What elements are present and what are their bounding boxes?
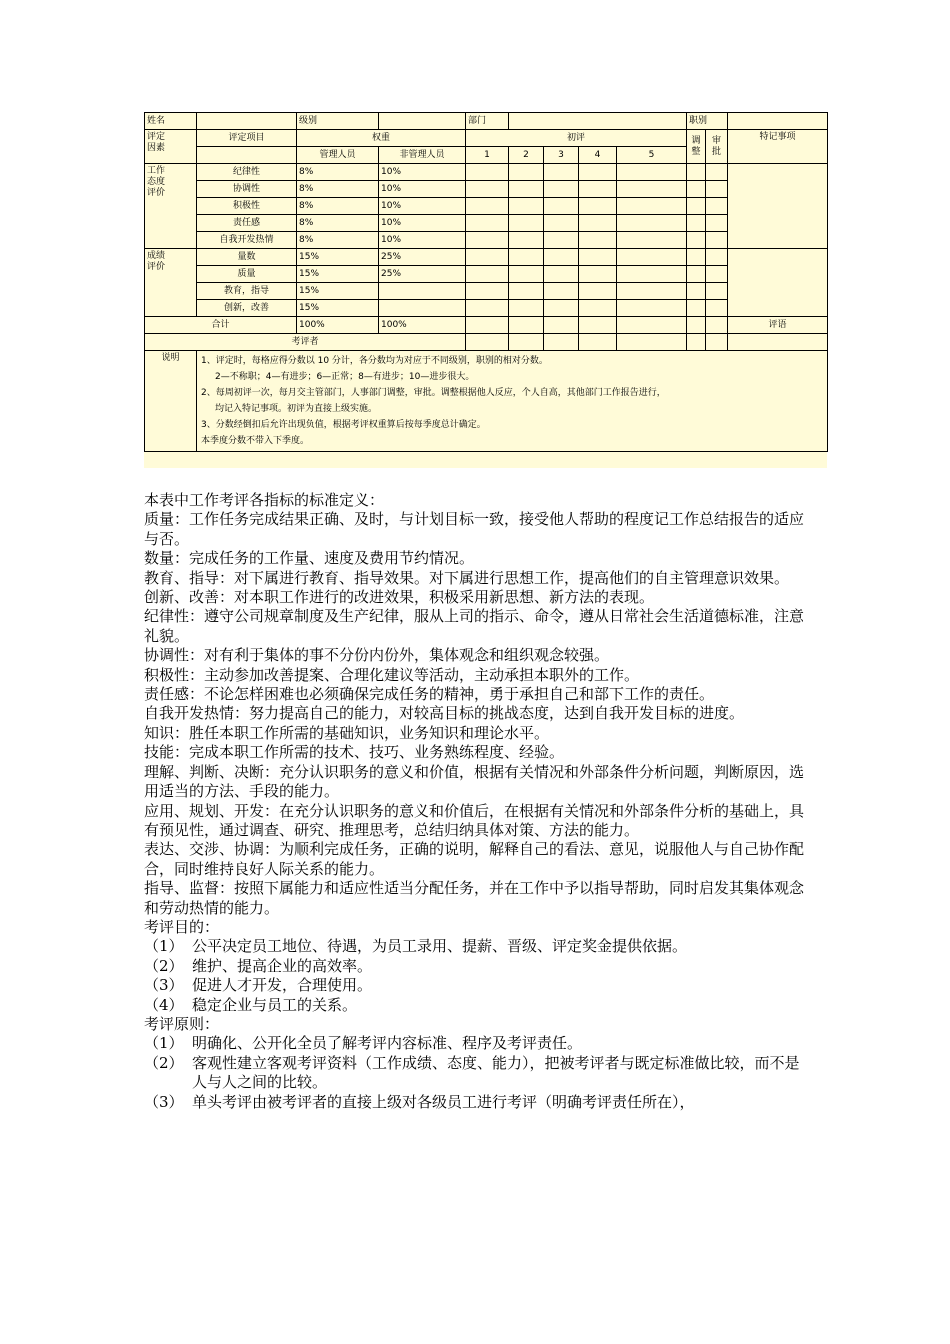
list-item: （1） 明确化、公开化全员了解考评内容标准、程序及考评责任。 [144,1034,583,1053]
group-attitude-label: 工作 态度 评价 [145,164,197,249]
score-cell[interactable] [509,181,544,198]
review-cell[interactable] [706,283,728,300]
item-cell: 量数 [197,249,297,266]
intro-text: 本表中工作考评各指标的标准定义： [144,491,385,509]
list-item: （3） 促进人才开发，合理使用。 [144,976,373,995]
adjust-cell[interactable] [687,266,706,283]
table-row [145,249,828,266]
score-cell[interactable] [579,181,617,198]
level-label: 级别 [297,113,379,130]
level-field[interactable] [379,113,466,130]
score-cell[interactable] [617,215,687,232]
evaluation-form [144,112,827,468]
score-cell[interactable] [579,300,617,317]
adjust-cell[interactable] [687,198,706,215]
score-header: 5 [617,147,687,164]
review-cell[interactable] [706,181,728,198]
manager-weight: 8% [297,198,379,215]
item-cell: 创新，改善 [197,300,297,317]
score-cell[interactable] [509,215,544,232]
definition-paragraph: 理解、判断、决断：充分认识职务的意义和价值，根据有关情况和外部条件分析问题，判断原因，选用适当的方法、手段的能力。 [144,762,805,801]
score-cell[interactable] [617,164,687,181]
item-cell: 自我开发热情 [197,232,297,249]
definition-paragraph: 协调性：对有利于集体的事不分份内份外，集体观念和组织观念较强。 [144,646,610,665]
review-cell[interactable] [706,215,728,232]
score-cell[interactable] [466,300,509,317]
score-header: 4 [579,147,617,164]
score-cell[interactable] [509,249,544,266]
score-cell[interactable] [617,266,687,283]
manager-weight: 15% [297,300,379,317]
evaluator-row [145,334,828,351]
adjust-cell[interactable] [687,215,706,232]
manager-weight: 8% [297,215,379,232]
non-manager-weight: 25% [379,266,466,283]
note-line: 本季度分数不带入下季度。 [201,436,310,446]
non-manager-weight: 10% [379,198,466,215]
score-cell[interactable] [617,283,687,300]
manager-weight: 8% [297,164,379,181]
score-cell[interactable] [466,283,509,300]
definition-paragraph: 应用、规划、开发：在充分认识职务的意义和价值后，在根据有关情况和外部条件分析的基础上，具有预见性，通过调查、研究、推理思考，总结归纳具体对策、方法的能力。 [144,801,805,839]
definition-paragraph: 自我开发热情：努力提高自己的能力，对较高目标的挑战态度，达到自我开发目标的进度。 [144,704,745,723]
evaluator-cell[interactable] [706,334,728,351]
manager-weight: 15% [297,266,379,283]
list-item: （2） 维护、提高企业的高效率。 [144,956,373,975]
score-cell[interactable] [466,181,509,198]
dept-label: 部门 [466,113,509,130]
review-cell[interactable] [706,249,728,266]
score-cell[interactable] [509,164,544,181]
score-cell[interactable] [466,232,509,249]
list-item: （3） 单头考评由被考评者的直接上级对各级员工进行考评（明确考评责任所在）， [144,1092,695,1111]
definition-paragraph: 纪律性：遵守公司规章制度及生产纪律，服从上司的指示、命令，遵从日常社会生活道德标准，注意礼貌。 [144,607,805,645]
note-line: 2、每周初评一次，每月交主管部门，人事部门调整，审批。调整根据他人反应，个人自高，其他部门工作报告进行， [201,388,666,398]
score-cell[interactable] [617,232,687,249]
score-cell[interactable] [617,300,687,317]
score-cell[interactable] [466,249,509,266]
score-cell[interactable] [544,249,579,266]
total-manager: 100% [297,317,379,334]
definition-paragraph: 质量：工作任务完成结果正确、及时，与计划目标一致，接受他人帮助的程度记工作总结报告的适应与否。 [144,510,805,548]
item-cell: 积极性 [197,198,297,215]
score-cell[interactable] [466,164,509,181]
score-cell[interactable] [544,283,579,300]
adjust-cell[interactable] [687,249,706,266]
score-cell[interactable] [544,300,579,317]
item-cell: 教育，指导 [197,283,297,300]
review-cell[interactable] [706,232,728,249]
adjust-cell[interactable] [687,181,706,198]
definition-paragraph: 技能：完成本职工作所需的技术、技巧、业务熟练程度、经验。 [144,743,565,762]
table-row [145,266,828,283]
score-cell[interactable] [579,198,617,215]
score-cell[interactable] [466,317,509,334]
item-header: 评定项目 [197,130,297,147]
score-cell[interactable] [544,198,579,215]
total-row [145,317,828,334]
score-header: 2 [509,147,544,164]
note-line: 1、评定时，每格应得分数以 10 分计，各分数均为对应于不同级别，职别的相对分数。 [201,356,548,366]
definition-paragraph: 教育、指导：对下属进行教育、指导效果。对下属进行思想工作，提高他们的自主管理意识效果。 [144,568,790,587]
evaluator-cell[interactable] [466,334,509,351]
score-cell[interactable] [544,317,579,334]
score-cell[interactable] [509,317,544,334]
special-cell[interactable] [728,164,828,249]
review-cell[interactable] [706,164,728,181]
score-cell[interactable] [617,198,687,215]
score-cell[interactable] [509,283,544,300]
table-row [145,198,828,215]
document-body [144,491,809,1112]
list-item: （2） 客观性建立客观考评资料（工作成绩、态度、能力），把被考评者与既定标准做比较，而不是人与人之间的比较。 [144,1053,800,1092]
review-cell[interactable] [706,300,728,317]
item-cell: 责任感 [197,215,297,232]
score-cell[interactable] [544,181,579,198]
total-non-manager: 100% [379,317,466,334]
score-cell[interactable] [579,283,617,300]
review-cell[interactable] [706,198,728,215]
non-manager-weight: 10% [379,181,466,198]
note-line: 均记入特记事项。初评为直接上级实施。 [215,404,378,414]
manager-weight: 15% [297,283,379,300]
item-cell: 纪律性 [197,164,297,181]
score-header: 3 [544,147,579,164]
post-label: 职别 [687,113,728,130]
score-cell[interactable] [579,249,617,266]
special-header: 特记事项 [728,130,828,164]
note-line: 2—不称职；4—有进步；6—正常；8—有进步；10—进步很大。 [215,372,475,382]
dept-field[interactable] [509,113,687,130]
info-row [145,113,828,130]
principle-heading: 考评原则： [144,1014,220,1033]
total-label: 合计 [145,317,297,334]
definition-paragraph: 责任感：不论怎样困难也必须确保完成任务的精神，勇于承担自己和部下工作的责任。 [144,685,715,704]
list-item: （1） 公平决定员工地位、待遇，为员工录用、提薪、晋级、评定奖金提供依据。 [144,937,688,956]
score-cell[interactable] [466,215,509,232]
score-cell[interactable] [544,232,579,249]
adjust-cell[interactable] [687,164,706,181]
list-item: （4） 稳定企业与员工的关系。 [144,995,358,1014]
definition-paragraph: 指导、监督：按照下属能力和适应性适当分配任务，并在工作中予以指导帮助，同时启发其集体观念和劳动热情的能力。 [144,879,805,917]
evaluator-label: 考评者 [145,334,466,351]
score-cell[interactable] [579,215,617,232]
score-cell[interactable] [617,181,687,198]
definition-paragraph: 知识：胜任本职工作所需的基础知识，业务知识和理论水平。 [144,723,550,742]
adjust-cell[interactable] [687,317,706,334]
special-cell[interactable] [728,249,828,317]
score-cell[interactable] [579,164,617,181]
adjust-cell[interactable] [687,232,706,249]
score-cell[interactable] [544,215,579,232]
evaluator-cell[interactable] [544,334,579,351]
note-line: 3、分数经倒扣后允许出现负值，根据考评权重算后按每季度总计确定。 [201,420,486,430]
score-cell[interactable] [466,266,509,283]
adjust-header: 调 整 [687,130,706,164]
definition-paragraph: 积极性：主动参加改善提案、合理化建议等活动，主动承担本职外的工作。 [144,665,640,684]
score-cell[interactable] [509,300,544,317]
non-manager-header: 非管理人员 [379,147,466,164]
table-row [145,164,828,181]
weight-header: 权重 [297,130,466,147]
score-cell[interactable] [466,198,509,215]
evaluator-cell[interactable] [687,334,706,351]
score-cell[interactable] [509,232,544,249]
score-cell[interactable] [509,198,544,215]
non-manager-weight [379,300,466,317]
non-manager-weight: 10% [379,215,466,232]
score-cell[interactable] [544,164,579,181]
manager-weight: 15% [297,249,379,266]
score-cell[interactable] [509,266,544,283]
non-manager-weight: 25% [379,249,466,266]
table-row [145,232,828,249]
notes-content [197,351,828,452]
score-cell[interactable] [579,266,617,283]
non-manager-weight: 10% [379,232,466,249]
score-cell[interactable] [617,317,687,334]
score-cell[interactable] [617,249,687,266]
manager-weight: 8% [297,232,379,249]
evaluator-cell[interactable] [579,334,617,351]
review-cell[interactable] [706,266,728,283]
adjust-cell[interactable] [687,283,706,300]
notes-label: 说明 [145,351,197,452]
item-cell: 质量 [197,266,297,283]
evaluator-cell[interactable] [617,334,687,351]
score-cell[interactable] [544,266,579,283]
notes-row [145,351,828,452]
evaluator-cell[interactable] [509,334,544,351]
manager-header: 管理人员 [297,147,379,164]
table-row [145,300,828,317]
name-field[interactable] [197,113,297,130]
purpose-heading: 考评目的： [144,917,220,936]
non-manager-weight [379,283,466,300]
group-performance-label: 成绩 评价 [145,249,197,317]
header-row-1 [145,130,828,147]
manager-weight: 8% [297,181,379,198]
definition-paragraph: 表达、交涉、协调：为顺利完成任务，正确的说明，解释自己的看法、意见，说服他人与自己协作配合，同时维持良好人际关系的能力。 [144,840,805,878]
score-cell[interactable] [579,232,617,249]
evaluation-table [144,112,828,452]
score-cell[interactable] [579,317,617,334]
factor-header: 评定 因素 [145,130,197,164]
definition-paragraph: 创新、改善：对本职工作进行的改进效果，积极采用新思想、新方法的表现。 [144,588,655,607]
adjust-cell[interactable] [687,300,706,317]
review-cell[interactable] [706,317,728,334]
comment-label: 评语 [728,317,828,334]
table-row [145,215,828,232]
item-cell: 协调性 [197,181,297,198]
non-manager-weight: 10% [379,164,466,181]
table-row [145,283,828,300]
definition-paragraph: 数量：完成任务的工作量、速度及费用节约情况。 [144,549,475,568]
comment-cell[interactable] [728,334,828,351]
post-field[interactable] [728,113,828,130]
initial-header: 初评 [466,130,687,147]
review-header: 审 批 [706,130,728,164]
score-header: 1 [466,147,509,164]
table-row [145,181,828,198]
name-label: 姓名 [145,113,197,130]
